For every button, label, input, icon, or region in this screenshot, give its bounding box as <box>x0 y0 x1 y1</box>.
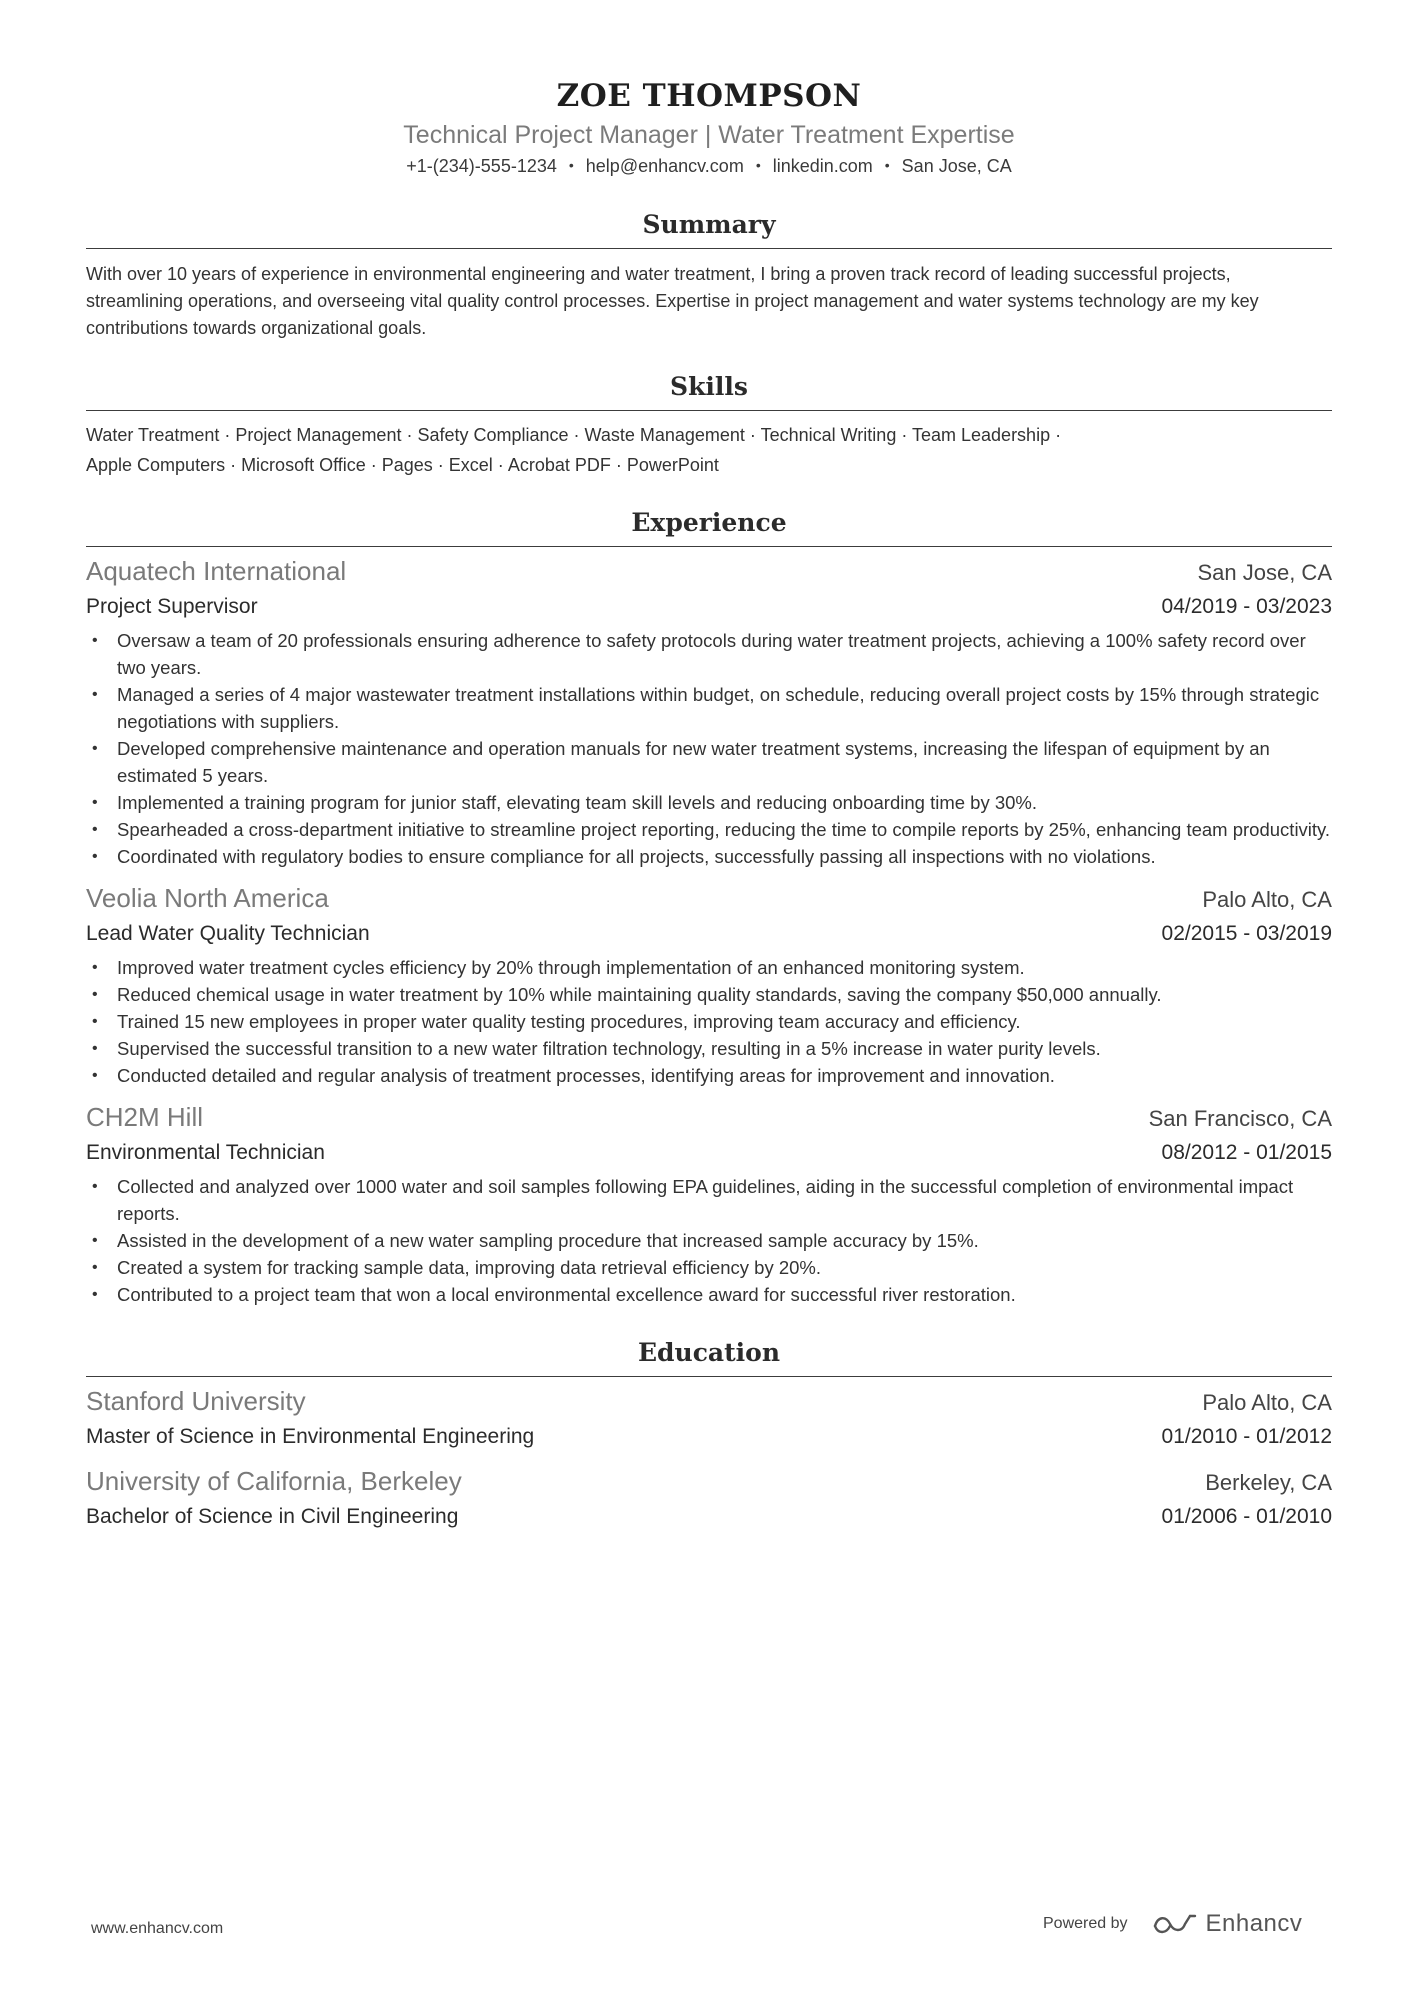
summary-title: Summary <box>86 208 1332 249</box>
contact-email[interactable]: help@enhancv.com <box>585 156 744 176</box>
skills-section <box>86 370 1332 480</box>
powered-by-label: Powered by <box>1043 1915 1128 1932</box>
skills-list <box>86 420 1332 480</box>
company-name: CH2M Hill <box>86 1102 203 1132</box>
entry-dates: 08/2012 - 01/2015 <box>1161 1141 1332 1164</box>
entry-subheader <box>86 918 1332 950</box>
list-item: • Collected and analyzed over 1000 water and soil samples following EPA guidelines, aiding in the successful completion of environmental impact reports. <box>86 1173 1332 1227</box>
education-section <box>86 1336 1332 1533</box>
list-item: • Reduced chemical usage in water treatment by 10% while maintaining quality standards, saving the company $50,000 annually. <box>86 981 1332 1008</box>
entry-dates: 04/2019 - 03/2023 <box>1161 595 1332 618</box>
list-item: • Oversaw a team of 20 professionals ensuring adherence to safety protocols during water treatment projects, achieving a 100% safety record over two years. <box>86 627 1332 681</box>
experience-entry <box>86 1099 1332 1308</box>
achievement-list <box>86 627 1332 870</box>
achievement-list <box>86 954 1332 1089</box>
entry-location: San Francisco, CA <box>1148 1106 1332 1131</box>
entry-dates: 01/2010 - 01/2012 <box>1161 1425 1332 1448</box>
list-item: • Assisted in the development of a new water sampling procedure that increased sample accuracy by 15%. <box>86 1227 1332 1254</box>
degree: Bachelor of Science in Civil Engineering <box>86 1505 459 1528</box>
brand-name[interactable]: Enhancv <box>1205 1910 1303 1937</box>
contact-location: San Jose, CA <box>901 156 1012 176</box>
list-item: • Created a system for tracking sample data, improving data retrieval efficiency by 20%. <box>86 1254 1332 1281</box>
entry-header <box>86 553 1332 591</box>
entry-header <box>86 880 1332 918</box>
enhancv-logo-icon <box>1152 1912 1198 1936</box>
experience-section <box>86 506 1332 1308</box>
list-item: • Conducted detailed and regular analysis of treatment processes, identifying areas for improvement and innovation. <box>86 1062 1332 1089</box>
resume-page <box>86 0 1332 1533</box>
job-title: Project Supervisor <box>86 595 258 618</box>
summary-section <box>86 208 1332 342</box>
entry-subheader <box>86 1501 1332 1533</box>
job-title: Environmental Technician <box>86 1141 325 1164</box>
contact-separator: • <box>884 157 890 173</box>
company-name: Veolia North America <box>86 883 329 913</box>
entry-subheader <box>86 591 1332 623</box>
candidate-headline: Technical Project Manager | Water Treatment Expertise <box>403 121 1015 149</box>
achievement-list <box>86 1173 1332 1308</box>
candidate-name: ZOE THOMPSON <box>556 78 862 114</box>
school-name: University of California, Berkeley <box>86 1466 462 1496</box>
education-title: Education <box>86 1336 1332 1377</box>
entry-location: Palo Alto, CA <box>1202 887 1332 912</box>
footer-website[interactable]: www.enhancv.com <box>91 1920 224 1937</box>
entry-header <box>86 1383 1332 1421</box>
entry-location: San Jose, CA <box>1197 560 1332 585</box>
entry-dates: 01/2006 - 01/2010 <box>1161 1505 1332 1528</box>
resume-header <box>86 0 1332 180</box>
job-title: Lead Water Quality Technician <box>86 922 370 945</box>
contact-separator: • <box>755 157 761 173</box>
experience-title: Experience <box>86 506 1332 547</box>
entry-subheader <box>86 1137 1332 1169</box>
summary-text: With over 10 years of experience in environmental engineering and water treatment, I bring a proven track record of leading successful projects, streamlining operations, and overseeing vital quality control processes. Expertise in project management and water systems technology are my key contributions towards organizational goals. <box>86 264 1259 338</box>
list-item: • Spearheaded a cross-department initiative to streamline project reporting, reducing the time to compile reports by 25%, enhancing team productivity. <box>86 816 1332 843</box>
entry-header <box>86 1463 1332 1501</box>
list-item: • Developed comprehensive maintenance and operation manuals for new water treatment systems, increasing the lifespan of equipment by an estimated 5 years. <box>86 735 1332 789</box>
list-item: • Implemented a training program for junior staff, elevating team skill levels and reducing onboarding time by 30%. <box>86 789 1332 816</box>
entry-dates: 02/2015 - 03/2019 <box>1161 922 1332 945</box>
experience-entry <box>86 553 1332 870</box>
contact-line <box>86 153 1332 180</box>
skills-line: Water Treatment · Project Management · Safety Compliance · Waste Management · Technical Writing · Team Leadership · <box>86 425 1062 445</box>
contact-linkedin[interactable]: linkedin.com <box>772 156 873 176</box>
entry-subheader <box>86 1421 1332 1453</box>
footer-branding <box>1043 1910 1302 1938</box>
entry-location: Berkeley, CA <box>1205 1470 1332 1495</box>
skills-line: Apple Computers · Microsoft Office · Pages · Excel · Acrobat PDF · PowerPoint <box>86 455 719 475</box>
experience-entry <box>86 880 1332 1089</box>
list-item: • Improved water treatment cycles efficiency by 20% through implementation of an enhanced monitoring system. <box>86 954 1332 981</box>
contact-separator: • <box>568 157 574 173</box>
list-item: • Coordinated with regulatory bodies to ensure compliance for all projects, successfully passing all inspections with no violations. <box>86 843 1332 870</box>
skills-title: Skills <box>86 370 1332 411</box>
entry-header <box>86 1099 1332 1137</box>
school-name: Stanford University <box>86 1386 306 1416</box>
education-entry <box>86 1463 1332 1533</box>
education-entry <box>86 1383 1332 1453</box>
degree: Master of Science in Environmental Engineering <box>86 1425 535 1448</box>
list-item: • Managed a series of 4 major wastewater treatment installations within budget, on schedule, reducing overall project costs by 15% through strategic negotiations with suppliers. <box>86 681 1332 735</box>
company-name: Aquatech International <box>86 556 347 586</box>
list-item: • Trained 15 new employees in proper water quality testing procedures, improving team accuracy and efficiency. <box>86 1008 1332 1035</box>
contact-phone: +1-(234)-555-1234 <box>406 156 557 176</box>
list-item: • Supervised the successful transition to a new water filtration technology, resulting in a 5% increase in water purity levels. <box>86 1035 1332 1062</box>
entry-location: Palo Alto, CA <box>1202 1390 1332 1415</box>
list-item: • Contributed to a project team that won a local environmental excellence award for successful river restoration. <box>86 1281 1332 1308</box>
